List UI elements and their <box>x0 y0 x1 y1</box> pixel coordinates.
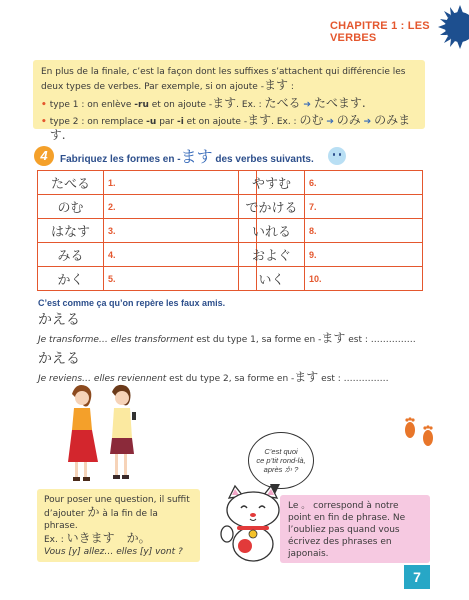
table-row: はなす 3. <box>38 219 257 243</box>
type2-rule: • type 2 : on remplace -u par -i et on ajoute -ます. Ex. : のむ ➔ のみ ➔ のみます. <box>41 113 411 142</box>
footprints-icon <box>400 408 442 450</box>
lucky-cat-illustration <box>219 484 287 564</box>
answer-field[interactable]: 5. <box>104 267 257 291</box>
table-row: たべる 1. <box>38 171 257 195</box>
table-row: やすむ 6. <box>239 171 423 195</box>
arrow-right-icon: ➔ <box>326 117 334 127</box>
answer-field[interactable]: 7. <box>305 195 423 219</box>
exercise-title: Fabriquez les formes en -ます des verbes suivants. <box>60 147 314 166</box>
faux-amis-sentence-1: Je transforme… elles transforment est du type 1, sa forme en -ます est : …………… <box>38 331 416 345</box>
verb-table-left <box>37 170 257 291</box>
intro-paragraph: En plus de la finale, c’est la façon dont les suffixes s’attachent qui différencie les deux types de verbes. Par exemple, si on ajoute -ます : <box>41 67 406 92</box>
table-row: のむ 2. <box>38 195 257 219</box>
period-note-box: Le 。 correspond à notre point en fin de phrase. Ne l’oubliez pas quand vous écrivez des phrases en japonais. <box>280 495 430 563</box>
sunburst-decoration-icon <box>438 5 469 49</box>
kaeru-word-2: かえる <box>38 351 80 367</box>
arrow-right-icon: ➔ <box>363 117 372 127</box>
exercise-heading <box>34 144 346 167</box>
question-tip-box: Pour poser une question, il suffit d’ajouter か à la fin de la phrase. Ex. : いきます か。 Vous [y] allez… elles [y] vont ? <box>37 489 200 562</box>
two-girls-illustration <box>62 382 152 484</box>
answer-field[interactable]: 3. <box>104 219 257 243</box>
answer-field[interactable]: 1. <box>104 171 257 195</box>
kaeru-word-1: かえる <box>38 312 80 328</box>
answer-field[interactable]: 10. <box>305 267 423 291</box>
faux-amis-heading: C’est comme ça qu’on repère les faux amis. <box>38 298 226 308</box>
bullet-icon: • <box>41 100 47 110</box>
table-row: かく 5. <box>38 267 257 291</box>
exercise-number-badge: 4 <box>34 146 54 166</box>
intro-box <box>33 60 425 142</box>
table-row: いれる 8. <box>239 219 423 243</box>
answer-field[interactable]: 8. <box>305 219 423 243</box>
speech-bubble: C’est quoi ce p’tit rond-là, après か ? <box>248 432 314 489</box>
table-row: およぐ 9. <box>239 243 423 267</box>
answer-field[interactable]: 2. <box>104 195 257 219</box>
faux-amis-sentence-2: Je reviens… elles reviennent est du type 2, sa forme en -ます est : …………… <box>38 370 389 384</box>
table-row: でかける 7. <box>239 195 423 219</box>
answer-field[interactable]: 9. <box>305 243 423 267</box>
smiley-face-icon <box>328 147 346 165</box>
chapter-title: CHAPITRE 1 : LES VERBES <box>330 20 430 44</box>
table-row: いく 10. <box>239 267 423 291</box>
table-row: みる 4. <box>38 243 257 267</box>
answer-field[interactable]: 4. <box>104 243 257 267</box>
type1-rule: • type 1 : on enlève -ru et on ajoute -ます. Ex. : たべる ➔ たべます. <box>41 96 366 110</box>
page-number: 7 <box>404 565 430 589</box>
bullet-icon: • <box>41 117 47 127</box>
arrow-right-icon: ➔ <box>303 100 311 110</box>
answer-field[interactable]: 6. <box>305 171 423 195</box>
verb-table-right <box>238 170 423 291</box>
